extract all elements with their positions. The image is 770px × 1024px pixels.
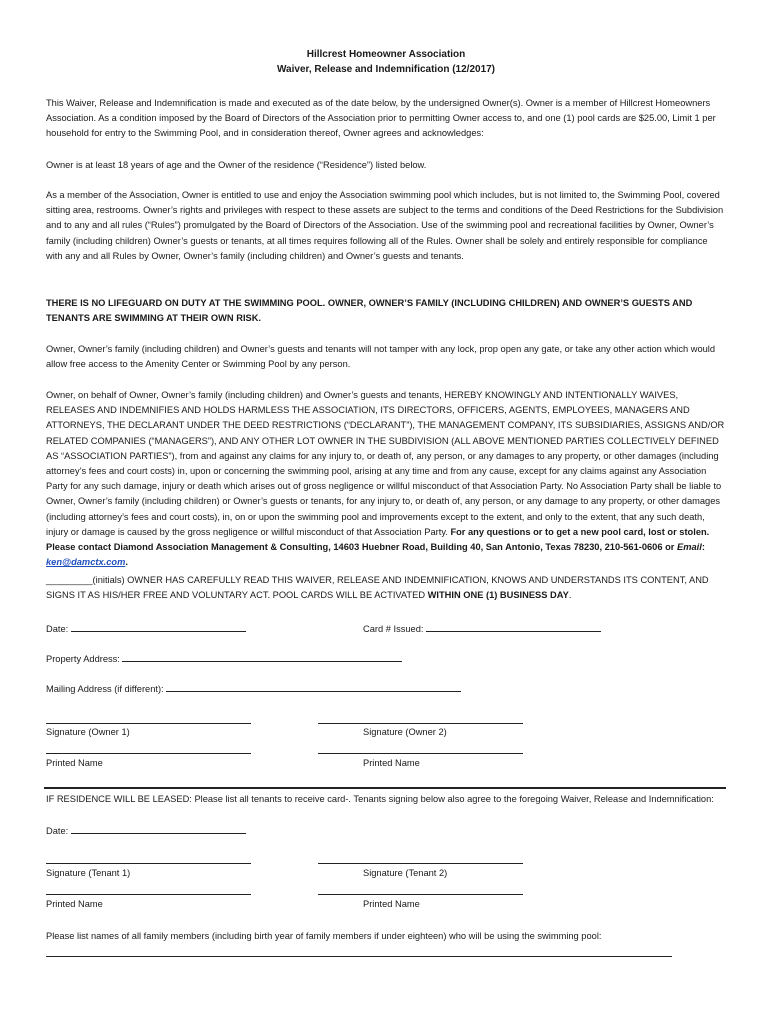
property-address-label: Property Address: xyxy=(46,654,123,664)
lease-date-field xyxy=(46,823,246,836)
owner2-signature-label: Signature (Owner 2) xyxy=(363,727,447,737)
lease-date-label: Date: xyxy=(46,826,71,836)
email-label: Email xyxy=(677,542,702,553)
date-field xyxy=(46,621,363,634)
tenant1-printed-name-label: Printed Name xyxy=(46,899,103,909)
owner1-signature-line[interactable] xyxy=(46,722,251,724)
email-separator: : xyxy=(701,542,705,553)
initials-blank[interactable]: _________ xyxy=(46,575,93,585)
mailing-address-label: Mailing Address (if different): xyxy=(46,684,167,694)
age-paragraph: Owner is at least 18 years of age and the Owner of the residence (“Residence”) listed below. xyxy=(46,160,427,170)
initials-paragraph xyxy=(46,573,726,603)
section-divider xyxy=(44,787,726,789)
tenant2-printed-name-label: Printed Name xyxy=(363,899,420,909)
mailing-address-input-line[interactable] xyxy=(166,681,461,692)
email-period: . xyxy=(125,557,128,568)
property-address-input-line[interactable] xyxy=(122,651,402,662)
initials-period: . xyxy=(568,590,572,601)
lease-date-input-line[interactable] xyxy=(71,823,246,834)
card-issued-label: Card # Issued: xyxy=(363,624,427,634)
activation-notice: WITHIN ONE (1) BUSINESS DAY xyxy=(427,590,569,601)
mailing-address-field xyxy=(46,681,461,694)
date-label: Date: xyxy=(46,624,71,634)
property-address-field xyxy=(46,651,402,664)
tenant2-signature-label: Signature (Tenant 2) xyxy=(363,868,448,878)
owner2-printed-name-line[interactable] xyxy=(318,752,523,754)
tenant2-signature-line[interactable] xyxy=(318,862,523,864)
family-members-input-line[interactable] xyxy=(46,955,672,957)
association-name: Hillcrest Homeowner Association xyxy=(306,49,466,60)
lease-paragraph: IF RESIDENCE WILL BE LEASED: Please list all tenants to receive card-. Tenants signing below also agree to the foregoing Waiver, Release and Indemnification: xyxy=(46,794,714,804)
tenant1-signature-label: Signature (Tenant 1) xyxy=(46,868,131,878)
membership-paragraph: As a member of the Association, Owner is entitled to use and enjoy the Association swimming pool which includes, but is not limited to, the Swimming Pool, covered sitting area, restrooms. Owner’s rights and privileges with respect to these assets are subject to the terms and conditions of the Deed Restrictions for the Subdivision and to any and all rules (“Rules”) promulgated by the Board of Directors of the Association. Use of the swimming pool and recreational facilities by Owner, Owner’s family (including children) Owner’s guests or tenants, at all times requires following all of the Rules. Owner shall be solely and entirely responsible for compliance with any and all Rules by Owner, Owner’s family (including children) and Owner’s guests and tenants. xyxy=(46,190,724,261)
owner2-signature-line[interactable] xyxy=(318,722,523,724)
date-input-line[interactable] xyxy=(71,621,246,632)
tamper-paragraph: Owner, Owner’s family (including children) and Owner’s guests and tenants will not tamper with any lock, prop open any gate, or take any other action which would allow free access to the Amenity Center or Swimming Pool by any person. xyxy=(46,344,716,370)
tenant2-printed-name-line[interactable] xyxy=(318,893,523,895)
card-number-input-line[interactable] xyxy=(426,621,601,632)
card-field xyxy=(363,621,601,634)
initials-text: (initials) OWNER HAS CAREFULLY READ THIS WAIVER, RELEASE AND INDEMNIFICATION, KNOWS AND UNDERSTANDS ITS CONTENT, AND SIGNS IT AS HIS/HER FREE AND VOLUNTARY ACT. POOL CARDS WILL BE ACTIVATED xyxy=(46,575,709,601)
form-title: Waiver, Release and Indemnification (12/2017) xyxy=(276,64,496,75)
owner1-signature-label: Signature (Owner 1) xyxy=(46,727,130,737)
email-link[interactable]: ken@damctx.com xyxy=(46,557,126,568)
owner2-printed-name-label: Printed Name xyxy=(363,758,420,768)
tenant1-signature-line[interactable] xyxy=(46,862,251,864)
document-title xyxy=(46,47,726,77)
release-paragraph xyxy=(46,388,726,570)
lifeguard-warning: THERE IS NO LIFEGUARD ON DUTY AT THE SWIMMING POOL. OWNER, OWNER’S FAMILY (INCLUDING CHILDREN) AND OWNER’S GUESTS AND TENANTS ARE SWIMMING AT THEIR OWN RISK. xyxy=(46,298,693,324)
owner1-printed-name-label: Printed Name xyxy=(46,758,103,768)
release-text: Owner, on behalf of Owner, Owner’s family (including children) and Owner’s guests and tenants, HEREBY KNOWINGLY AND INTENTIONALLY WAIVES, RELEASES AND INDEMNIFIES AND HOLDS HARMLESS THE ASSOCIATION, ITS DIRECTORS, OFFICERS, AGENTS, EMPLOYEES, MANAGERS AND ATTORNEYS, THE DECLARANT UNDER THE DEED RESTRICTIONS (“DECLARANT”), THE MANAGEMENT COMPANY, ITS SUBSIDIARIES, ASSIGNS AND/OR RELATED COMPANIES (“MANAGERS”), AND ANY OTHER LOT OWNER IN THE SUBDIVISION (ALL ABOVE MENTIONED PARTIES COLLECTIVELY DEFINED AS “ASSOCIATION PARTIES”), from and against any claims for any injury to, or death of, any person, or any damages to any property, or other damages (including attorney’s fees and court costs) in, upon or concerning the swimming pool, arising at any time and from any cause, except for any claims against any Association Party for any such damage, injury or death which arises out of gross negligence or willful misconduct of that Association Party. No Association Party shall be liable to Owner, Owner’s family (including children) or Owner’s guests or tenants, for any injury to, or death of, any person, or any damage to any property, or other damages (including attorney’s fees and court costs), in, on or upon the swimming pool and improvements except to the extent, and only to the extent, that any such death, injury or damage is caused by the gross negligence or willful misconduct of that Association Party. xyxy=(46,390,725,537)
family-members-prompt: Please list names of all family members (including birth year of family members if under eighteen) who will be using the swimming pool: xyxy=(46,931,602,941)
owner1-printed-name-line[interactable] xyxy=(46,752,251,754)
date-card-row xyxy=(46,621,726,634)
intro-paragraph: This Waiver, Release and Indemnification is made and executed as of the date below, by the undersigned Owner(s). Owner is a member of Hillcrest Homeowners Association. As a condition imposed by the Board of Directors of the Association prior to permitting Owner access to, and one (1) pool cards are $25.00, Limit 1 per household for entry to the Swimming Pool, and in consideration thereof, Owner agrees and acknowledges: xyxy=(46,98,716,139)
contact-info: For any questions or to get a new pool card, lost or stolen. Please contact Diamond Association Management & Consulting, 14603 Huebner Road, Building 40, San Antonio, Texas 78230, 210-561-0606 or xyxy=(46,526,710,553)
tenant1-printed-name-line[interactable] xyxy=(46,893,251,895)
